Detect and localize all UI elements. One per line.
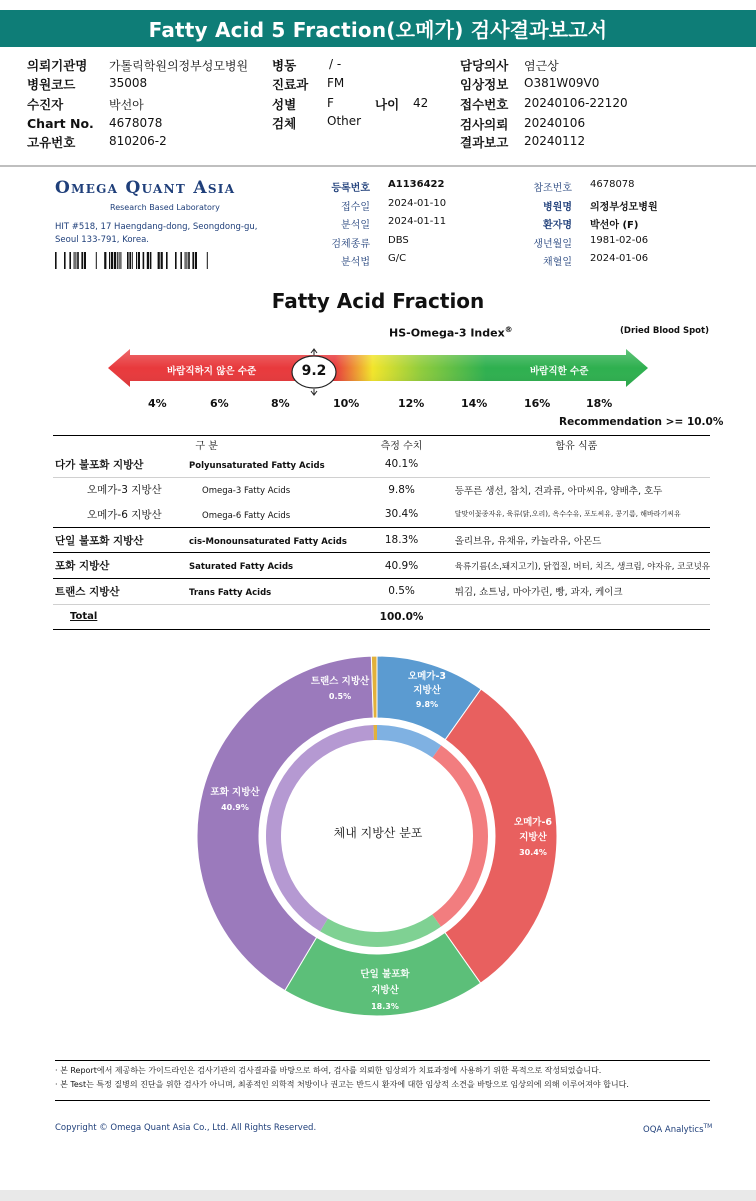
- category-ko: 단일 불포화 지방산: [55, 534, 144, 547]
- barcode-bar: [185, 252, 186, 269]
- barcode-bar: [161, 252, 163, 269]
- slice-label-value: 9.8%: [415, 700, 439, 709]
- meta-label: 환자명: [543, 220, 572, 231]
- meta-value: 박선아 (F): [590, 220, 639, 231]
- category-en: Saturated Fatty Acids: [189, 562, 294, 573]
- meta-value: A1136422: [388, 179, 445, 190]
- header-value: 4678078: [109, 116, 163, 130]
- barcode-bar: [192, 252, 194, 269]
- barcode-bar: [55, 252, 57, 269]
- meta-label: 등록번호: [331, 183, 370, 194]
- category-cell: [53, 502, 360, 527]
- meta-value: 4678078: [590, 179, 635, 190]
- index-value: 9.2: [301, 363, 327, 379]
- trademark-mark: TM: [703, 1123, 713, 1130]
- footer-brand-text: OQA Analytics: [643, 1124, 704, 1135]
- barcode-bar: [81, 252, 83, 269]
- header-label: 담당의사: [460, 58, 509, 73]
- measured-value: 100.0%: [360, 604, 442, 630]
- food-sources: 육류기름(소,돼지고기), 닭껍질, 버터, 치즈, 생크림, 야자유, 코코넛유: [443, 553, 710, 579]
- slice-label-mono: [340, 967, 430, 1015]
- barcode-bar: [195, 252, 197, 269]
- category-en: Omega-6 Fatty Acids: [202, 510, 291, 521]
- meta-value: 2024-01-11: [388, 216, 447, 227]
- slice-label-trans: [300, 674, 380, 704]
- donut-slice-inner: [374, 725, 377, 740]
- header-label: 검체: [272, 116, 297, 131]
- report-title-banner: [0, 10, 756, 47]
- food-sources: 튀김, 쇼트닝, 마아가린, 빵, 과자, 케이크: [443, 578, 710, 604]
- header-label: Chart No.: [27, 116, 94, 131]
- header-label: 검사의뢰: [460, 117, 509, 132]
- category-en: Trans Fatty Acids: [189, 587, 272, 598]
- category-cell: [53, 477, 360, 502]
- meta-value: 1981-02-06: [590, 234, 649, 246]
- header-value: 810206-2: [109, 134, 167, 148]
- slice-label-value: 18.3%: [371, 1002, 399, 1011]
- slice-label-value: 0.5%: [328, 692, 352, 701]
- category-cell: [53, 604, 360, 630]
- barcode-bar: [180, 252, 182, 269]
- category-en: Polyunsaturated Fatty Acids: [189, 460, 325, 471]
- header-label: 접수번호: [460, 97, 509, 112]
- category-cell: [53, 553, 360, 579]
- measured-value: 9.8%: [388, 483, 415, 496]
- meta-value: 의정부성모병원: [590, 201, 658, 213]
- slice-label-name: 지방산: [413, 685, 441, 696]
- col-header-foods: 함유 식품: [443, 436, 710, 453]
- barcode-bar: [175, 252, 177, 269]
- header-label: 나이: [375, 97, 400, 112]
- slice-label-name: 단일 불포화: [360, 969, 410, 980]
- header-value: 20240106-22120: [524, 96, 628, 110]
- meta-value: 2024-01-10: [388, 197, 447, 209]
- barcode-bar: [166, 252, 168, 269]
- slice-label-name: 오메가-3: [407, 671, 447, 682]
- food-sources: 올리브유, 유채유, 카놀라유, 아몬드: [443, 527, 710, 553]
- scale-tick-label: 18%: [586, 397, 613, 410]
- slice-label-name: 포화 지방산: [210, 787, 260, 798]
- barcode-bar: [119, 252, 120, 269]
- meta-value: G/C: [388, 253, 407, 264]
- scale-tick-label: 14%: [461, 397, 488, 410]
- barcode-bar: [74, 252, 75, 269]
- measured-value: 18.3%: [360, 527, 442, 553]
- barcode-bar: [147, 252, 149, 269]
- food-sources: [443, 452, 710, 477]
- barcode-bar: [136, 252, 137, 269]
- sample-type-note: (Dried Blood Spot): [620, 326, 709, 336]
- barcode-bar: [114, 252, 116, 269]
- scale-tick-label: 10%: [333, 397, 360, 410]
- scale-tick-label: 6%: [210, 397, 229, 410]
- slice-label-omega6: [498, 815, 568, 860]
- patient-ref-info: [490, 179, 710, 274]
- food-sources: 달맞이꽃종자유, 육류(닭,오리), 옥수수유, 포도씨유, 콩기름, 해바라기씨유: [443, 502, 710, 527]
- measured-value: 40.9%: [360, 553, 442, 579]
- meta-label: 생년월일: [533, 238, 572, 250]
- scale-tick-label: 4%: [148, 397, 167, 410]
- header-label: 고유번호: [27, 135, 76, 150]
- copyright: Copyright © Omega Quant Asia Co., Ltd. All Rights Reserved.: [55, 1123, 317, 1133]
- barcode-bar: [75, 252, 76, 269]
- header-value: 박선아: [109, 98, 144, 112]
- category-ko: 오메가-3 지방산: [87, 484, 162, 497]
- header-label: 결과보고: [460, 135, 509, 150]
- barcode-bar: [64, 252, 66, 269]
- category-cell: [53, 527, 360, 553]
- barcode-bar: [188, 252, 190, 269]
- header-divider: [0, 165, 756, 167]
- barcode-bar: [104, 252, 106, 269]
- measured-value: 40.1%: [360, 452, 442, 477]
- category-en: Omega-3 Fatty Acids: [202, 486, 291, 497]
- section-title: Fatty Acid Fraction: [271, 289, 485, 313]
- header-label: 임상정보: [460, 77, 509, 92]
- meta-label: 접수일: [341, 201, 370, 213]
- donut-slice-inner: [320, 915, 441, 947]
- meta-label: 병원명: [543, 201, 572, 213]
- slice-label-name: 트랜스 지방산: [310, 676, 370, 687]
- barcode-bar: [150, 252, 152, 269]
- food-sources: 등푸른 생선, 참치, 견과류, 아마씨유, 양배추, 호두: [454, 485, 663, 497]
- measured-value: 30.4%: [360, 502, 442, 527]
- barcode-bar: [132, 252, 133, 269]
- barcode-bar: [207, 252, 208, 269]
- header-value: / -: [329, 57, 342, 71]
- footer-brand: [643, 1123, 712, 1135]
- scale-tick-label: 16%: [524, 397, 551, 410]
- barcode-bar: [77, 252, 79, 269]
- barcode-bar: [143, 252, 145, 269]
- page-bottom-margin: [0, 1190, 756, 1201]
- barcode-bar: [69, 252, 71, 269]
- scale-tick-label: 8%: [271, 397, 290, 410]
- header-label: 병동: [272, 58, 297, 73]
- scale-tick-label: 12%: [398, 397, 425, 410]
- slice-label-name: 오메가-6: [513, 817, 553, 828]
- disclaimer-line: · 본 Test는 특정 질병의 진단을 위한 검사가 아니며, 최종적인 의학적 처방이나 권고는 반드시 환자에 대한 임상적 소견을 바탕으로 임상의에 의해 이루어져야 합니다.: [55, 1080, 629, 1089]
- slice-label-name: 지방산: [371, 985, 399, 996]
- slice-label-value: 40.9%: [221, 803, 249, 812]
- barcode-bar: [138, 252, 140, 269]
- slice-label-name: 지방산: [519, 832, 547, 843]
- index-subtitle-text: HS-Omega-3 Index: [389, 326, 505, 340]
- slice-label-saturated: [198, 785, 272, 815]
- lab-tagline: Research Based Laboratory: [110, 203, 220, 212]
- col-header-category: 구 분: [53, 436, 360, 453]
- meta-label: 검체종류: [331, 238, 370, 250]
- table-row: [53, 527, 710, 553]
- barcode-bar: [96, 252, 97, 269]
- header-label: 수진자: [27, 97, 64, 112]
- barcode-bar: [127, 252, 129, 269]
- table-row: [53, 502, 710, 527]
- measured-value: 0.5%: [360, 578, 442, 604]
- header-value: 42: [413, 96, 429, 110]
- slice-label-value: 30.4%: [519, 848, 547, 857]
- meta-label: 분석일: [341, 220, 370, 231]
- slice-label-omega3: [392, 670, 462, 712]
- barcode-bar: [109, 252, 110, 269]
- barcode-bar: [186, 252, 187, 269]
- category-ko: 오메가-6 지방산: [87, 508, 162, 521]
- lab-address-line2: Seoul 133-791, Korea.: [55, 235, 149, 245]
- meta-label: 참조번호: [533, 183, 572, 194]
- category-ko: 다가 불포화 지방산: [55, 458, 144, 471]
- disclaimer-line: · 본 Report에서 제공하는 가이드라인은 검사기관의 검사결과를 바탕으로 하여, 검사를 의뢰한 임상의가 치료과정에 사용하기 위한 목적으로 작성되었습니다.: [55, 1066, 602, 1075]
- barcode-bar: [111, 252, 113, 269]
- table-row: [53, 604, 710, 630]
- table-row: [53, 477, 710, 502]
- header-value: O381W09V0: [524, 76, 600, 90]
- header-value: 20240112: [524, 134, 586, 148]
- table-header-row: [53, 436, 710, 453]
- header-value: F: [327, 96, 334, 110]
- index-subtitle: [389, 325, 513, 340]
- header-label: 성별: [272, 97, 297, 112]
- registered-mark: ®: [504, 325, 513, 334]
- col-header-value: 측정 수치: [360, 436, 442, 453]
- meta-value: DBS: [388, 234, 409, 246]
- category-ko: 포화 지방산: [55, 560, 110, 573]
- category-cell: [53, 578, 360, 604]
- header-value: 가톨릭학원의정부성모병원: [109, 59, 249, 73]
- table-row: [53, 553, 710, 579]
- barcode-bar: [158, 252, 160, 269]
- barcode-bar: [129, 252, 131, 269]
- total-label: Total: [70, 611, 98, 623]
- category-en: cis-Monounsaturated Fatty Acids: [189, 536, 347, 547]
- desirable-level-label: 바람직한 수준: [530, 366, 589, 377]
- lab-logo: Omega Quant Asia: [55, 178, 236, 198]
- recommendation: Recommendation >= 10.0%: [559, 416, 724, 428]
- meta-value: 2024-01-06: [590, 253, 649, 264]
- meta-label: 채혈일: [543, 257, 572, 268]
- barcode-bar: [84, 252, 86, 269]
- header-label: 병원코드: [27, 77, 76, 92]
- header-value: Other: [327, 114, 362, 128]
- sample-info: [300, 179, 460, 274]
- header-label: 진료과: [272, 77, 309, 92]
- report-title: Fatty Acid 5 Fraction(오메가) 검사결과보고서: [148, 18, 608, 42]
- header-value: FM: [327, 76, 345, 90]
- barcode-bar: [120, 252, 121, 269]
- table-row: [53, 578, 710, 604]
- barcode-graphic: [55, 252, 210, 269]
- disclaimer-notes: [55, 1060, 710, 1101]
- category-ko: 트랜스 지방산: [55, 585, 120, 598]
- lab-address-line1: HIT #518, 17 Haengdang-dong, Seongdong-gu,: [55, 222, 258, 232]
- fatty-acid-table: [53, 435, 710, 630]
- table-row: [53, 452, 710, 477]
- category-cell: [53, 452, 360, 477]
- meta-label: 분석법: [341, 257, 370, 268]
- barcode-bar: [117, 252, 118, 269]
- header-value: 20240106: [524, 116, 586, 130]
- patient-info-header: [27, 55, 727, 150]
- undesirable-level-label: 바람직하지 않은 수준: [167, 366, 257, 377]
- barcode: [55, 252, 210, 269]
- chart-title: 체내 지방산 분포: [333, 826, 423, 840]
- header-value: 35008: [109, 76, 148, 90]
- header-label: 의뢰기관명: [27, 58, 88, 73]
- food-sources: [443, 604, 710, 630]
- header-value: 염근상: [524, 59, 559, 73]
